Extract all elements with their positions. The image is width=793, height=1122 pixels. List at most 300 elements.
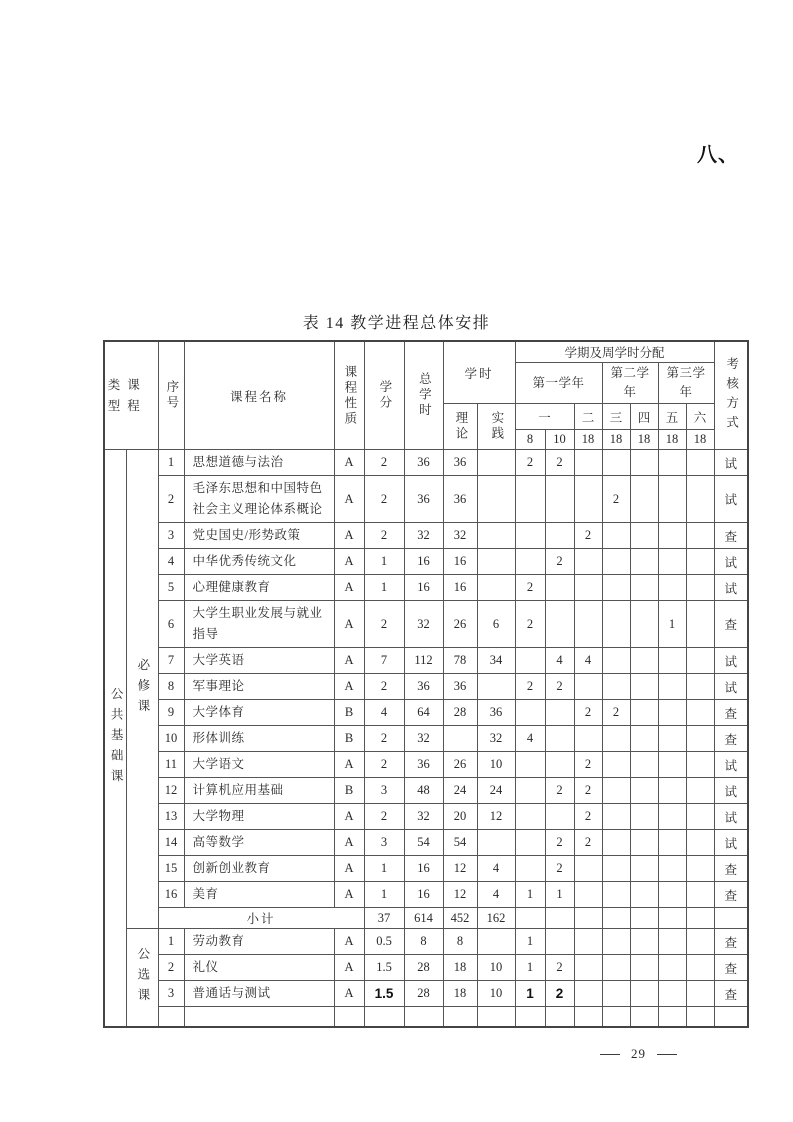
cell-nature: B (334, 778, 364, 804)
cell-theory-hours: 12 (443, 882, 477, 908)
cell-credits: 3 (364, 778, 404, 804)
cell-semester-3: 2 (574, 752, 602, 778)
header-row-1 (104, 341, 748, 363)
cell-semester-1: 1 (515, 981, 545, 1007)
cell-theory-hours: 18 (443, 955, 477, 981)
cell-theory-hours: 78 (443, 648, 477, 674)
cell-course-name: 大学物理 (184, 804, 334, 830)
cell-total-hours: 8 (404, 929, 443, 955)
course-row (104, 856, 748, 882)
cell-nature: A (334, 648, 364, 674)
cell-semester-3 (574, 929, 602, 955)
cell-practice-hours: 32 (477, 726, 515, 752)
cell-semester-6 (658, 523, 686, 549)
cell-assessment: 查 (714, 856, 748, 882)
cell-semester-6 (658, 955, 686, 981)
cell-nature: A (334, 929, 364, 955)
cell-assessment: 查 (714, 726, 748, 752)
cell-credits: 37 (364, 908, 404, 929)
cell-semester-6 (658, 674, 686, 700)
cell-semester-6 (658, 1007, 686, 1027)
cell-seq: 2 (158, 476, 184, 523)
header-year-2 (602, 363, 658, 404)
cell-theory-hours (443, 726, 477, 752)
cell-semester-6 (658, 476, 686, 523)
header-theory-label: 理论 (453, 411, 468, 442)
course-row (104, 955, 748, 981)
cell-nature: A (334, 674, 364, 700)
cell-theory-hours: 16 (443, 549, 477, 575)
header-seq-label: 序号 (164, 380, 179, 411)
cell-semester-2: 2 (545, 778, 574, 804)
cell-semester-3 (574, 601, 602, 648)
cell-semester-7 (686, 700, 714, 726)
header-weeks-5: 18 (630, 430, 658, 450)
cell-semester-5 (630, 830, 658, 856)
cell-semester-7 (686, 752, 714, 778)
cell-assessment: 查 (714, 955, 748, 981)
subtotal-label: 小计 (158, 908, 364, 929)
cell-theory-hours (443, 1007, 477, 1027)
cell-semester-3 (574, 882, 602, 908)
cell-semester-2: 1 (545, 882, 574, 908)
cell-credits: 2 (364, 601, 404, 648)
cell-semester-3 (574, 450, 602, 476)
cell-semester-2: 2 (545, 981, 574, 1007)
cell-semester-5 (630, 549, 658, 575)
cell-nature: A (334, 856, 364, 882)
cell-course-name: 创新创业教育 (184, 856, 334, 882)
cell-seq: 7 (158, 648, 184, 674)
header-theory (443, 404, 477, 450)
header-total-hours-label: 总学时 (417, 372, 432, 419)
cell-credits: 2 (364, 804, 404, 830)
cell-semester-3 (574, 1007, 602, 1027)
cell-theory-hours: 24 (443, 778, 477, 804)
cell-total-hours: 16 (404, 575, 443, 601)
course-row (104, 674, 748, 700)
cell-seq: 11 (158, 752, 184, 778)
course-row (104, 804, 748, 830)
cell-assessment: 试 (714, 674, 748, 700)
cell-semester-2 (545, 752, 574, 778)
cell-semester-5 (630, 804, 658, 830)
cell-assessment: 查 (714, 601, 748, 648)
cell-practice-hours (477, 450, 515, 476)
cell-semester-6 (658, 778, 686, 804)
header-distribution-group: 学期及周学时分配 (515, 341, 714, 363)
cell-semester-5 (630, 981, 658, 1007)
cell-total-hours: 32 (404, 601, 443, 648)
cell-semester-7 (686, 929, 714, 955)
course-row (104, 752, 748, 778)
header-sem-3: 三 (602, 404, 630, 430)
cell-seq: 14 (158, 830, 184, 856)
cell-semester-1: 1 (515, 882, 545, 908)
cell-nature: A (334, 882, 364, 908)
cell-total-hours: 36 (404, 752, 443, 778)
cell-semester-7 (686, 549, 714, 575)
cell-total-hours: 28 (404, 981, 443, 1007)
cell-practice-hours (477, 929, 515, 955)
cell-semester-1 (515, 804, 545, 830)
cell-nature: A (334, 601, 364, 648)
cell-semester-4 (602, 648, 630, 674)
cell-credits: 1 (364, 882, 404, 908)
cell-semester-4 (602, 804, 630, 830)
cell-credits: 3 (364, 830, 404, 856)
header-year-3-label: 第三学年 (666, 366, 706, 399)
cell-total-hours: 48 (404, 778, 443, 804)
cell-semester-1 (515, 778, 545, 804)
cell-theory-hours: 36 (443, 674, 477, 700)
cell-practice-hours: 4 (477, 856, 515, 882)
cell-seq: 10 (158, 726, 184, 752)
cell-semester-1 (515, 700, 545, 726)
cell-semester-6 (658, 575, 686, 601)
cell-assessment: 试 (714, 648, 748, 674)
course-row (104, 648, 748, 674)
cell-theory-hours: 16 (443, 575, 477, 601)
cell-semester-5 (630, 752, 658, 778)
cell-theory-hours: 36 (443, 450, 477, 476)
cell-practice-hours: 12 (477, 804, 515, 830)
cell-practice-hours: 4 (477, 882, 515, 908)
cell-course-name: 大学语文 (184, 752, 334, 778)
cell-assessment: 试 (714, 476, 748, 523)
header-course-type-label: 类课型程 (107, 377, 147, 413)
header-credits (364, 341, 404, 450)
header-weeks-2: 10 (545, 430, 574, 450)
cell-practice-hours (477, 575, 515, 601)
cell-practice-hours: 24 (477, 778, 515, 804)
cell-credits: 2 (364, 523, 404, 549)
cell-nature: A (334, 752, 364, 778)
cell-theory-hours: 8 (443, 929, 477, 955)
cell-seq: 2 (158, 955, 184, 981)
cell-semester-4 (602, 981, 630, 1007)
cell-seq: 3 (158, 981, 184, 1007)
cell-assessment: 试 (714, 830, 748, 856)
cell-theory-hours: 26 (443, 601, 477, 648)
header-nature-label: 课程性质 (342, 364, 357, 427)
course-row (104, 523, 748, 549)
cell-semester-7 (686, 726, 714, 752)
cell-credits: 1.5 (364, 955, 404, 981)
cell-course-name: 思想道德与法治 (184, 450, 334, 476)
cell-semester-5 (630, 601, 658, 648)
cell-semester-6 (658, 929, 686, 955)
cell-semester-6 (658, 830, 686, 856)
cell-semester-7 (686, 674, 714, 700)
cell-semester-1: 2 (515, 674, 545, 700)
cell-semester-6 (658, 450, 686, 476)
cell-practice-hours (477, 1007, 515, 1027)
cell-semester-1 (515, 908, 545, 929)
cell-semester-6 (658, 981, 686, 1007)
cell-semester-2 (545, 523, 574, 549)
cell-credits: 0.5 (364, 929, 404, 955)
cell-semester-5 (630, 523, 658, 549)
cell-semester-2 (545, 726, 574, 752)
cell-total-hours: 112 (404, 648, 443, 674)
cell-course-name: 计算机应用基础 (184, 778, 334, 804)
header-weeks-1: 8 (515, 430, 545, 450)
cell-semester-3 (574, 981, 602, 1007)
cell-semester-4 (602, 778, 630, 804)
subtotal-row (104, 908, 748, 929)
cell-semester-7 (686, 856, 714, 882)
cell-semester-2 (545, 575, 574, 601)
cell-total-hours: 16 (404, 882, 443, 908)
cell-semester-5 (630, 929, 658, 955)
cell-semester-5 (630, 726, 658, 752)
footer-dash-right (657, 1054, 677, 1055)
cell-semester-1: 1 (515, 955, 545, 981)
header-year-1-label: 第一学年 (532, 375, 585, 390)
header-hours-group: 学时 (443, 341, 515, 404)
header-weeks-3: 18 (574, 430, 602, 450)
cell-semester-5 (630, 648, 658, 674)
cell-semester-4 (602, 523, 630, 549)
cell-seq: 13 (158, 804, 184, 830)
cell-semester-5 (630, 450, 658, 476)
cell-semester-6 (658, 804, 686, 830)
cell-course-name: 美育 (184, 882, 334, 908)
course-row (104, 726, 748, 752)
section-heading: 八、 (697, 144, 739, 166)
cell-semester-5 (630, 476, 658, 523)
cell-semester-3 (574, 908, 602, 929)
cell-semester-3: 2 (574, 700, 602, 726)
cell-seq: 3 (158, 523, 184, 549)
cell-semester-7 (686, 523, 714, 549)
cell-nature: A (334, 575, 364, 601)
cell-semester-6 (658, 726, 686, 752)
cell-practice-hours: 10 (477, 752, 515, 778)
cell-theory-hours: 12 (443, 856, 477, 882)
course-row (104, 700, 748, 726)
cell-total-hours: 32 (404, 523, 443, 549)
cell-course-name: 军事理论 (184, 674, 334, 700)
cell-credits: 2 (364, 450, 404, 476)
cell-practice-hours (477, 523, 515, 549)
cell-semester-7 (686, 648, 714, 674)
cell-total-hours: 64 (404, 700, 443, 726)
cell-semester-3: 2 (574, 804, 602, 830)
cell-practice-hours: 10 (477, 955, 515, 981)
cell-practice-hours: 10 (477, 981, 515, 1007)
group-elective-cell (126, 929, 158, 1027)
cell-semester-2: 2 (545, 830, 574, 856)
header-practice (477, 404, 515, 450)
cell-practice-hours (477, 476, 515, 523)
cell-semester-2 (545, 929, 574, 955)
cell-semester-7 (686, 882, 714, 908)
cell-semester-6: 1 (658, 601, 686, 648)
course-row (104, 981, 748, 1007)
cell-total-hours: 36 (404, 476, 443, 523)
cell-semester-1: 4 (515, 726, 545, 752)
cell-semester-3 (574, 955, 602, 981)
cell-semester-6 (658, 908, 686, 929)
course-row (104, 882, 748, 908)
cell-semester-5 (630, 908, 658, 929)
cell-course-name: 高等数学 (184, 830, 334, 856)
header-sem-4: 四 (630, 404, 658, 430)
cell-semester-3 (574, 674, 602, 700)
cell-semester-2 (545, 908, 574, 929)
cell-course-name: 劳动教育 (184, 929, 334, 955)
cell-total-hours: 16 (404, 549, 443, 575)
cell-total-hours: 614 (404, 908, 443, 929)
cell-semester-5 (630, 856, 658, 882)
cell-assessment: 试 (714, 575, 748, 601)
cell-course-name: 形体训练 (184, 726, 334, 752)
header-course-type (104, 341, 158, 450)
cell-semester-4 (602, 1007, 630, 1027)
curriculum-table (103, 340, 749, 1028)
header-practice-label: 实践 (489, 411, 504, 442)
cell-semester-7 (686, 804, 714, 830)
cell-semester-4 (602, 856, 630, 882)
cell-semester-4 (602, 908, 630, 929)
cell-seq: 15 (158, 856, 184, 882)
cell-semester-3: 4 (574, 648, 602, 674)
cell-total-hours (404, 1007, 443, 1027)
course-row (104, 575, 748, 601)
cell-seq: 16 (158, 882, 184, 908)
cell-credits: 1 (364, 856, 404, 882)
cell-semester-3: 2 (574, 830, 602, 856)
cell-credits: 1 (364, 575, 404, 601)
cell-seq: 5 (158, 575, 184, 601)
cell-credits: 2 (364, 752, 404, 778)
cell-seq: 8 (158, 674, 184, 700)
cell-semester-7 (686, 450, 714, 476)
group-category-cell (104, 450, 126, 1027)
cell-semester-5 (630, 700, 658, 726)
cell-credits: 4 (364, 700, 404, 726)
cell-total-hours: 54 (404, 830, 443, 856)
cell-assessment: 查 (714, 523, 748, 549)
cell-semester-2: 2 (545, 856, 574, 882)
curriculum-table-container (103, 340, 749, 1028)
cell-semester-1 (515, 830, 545, 856)
cell-course-name: 大学体育 (184, 700, 334, 726)
cell-assessment: 试 (714, 549, 748, 575)
header-assessment-label: 考核方式 (724, 356, 739, 435)
header-sem-5: 五 (658, 404, 686, 430)
header-year-3 (658, 363, 714, 404)
cell-seq: 1 (158, 929, 184, 955)
cell-semester-3 (574, 726, 602, 752)
cell-course-name: 普通话与测试 (184, 981, 334, 1007)
cell-semester-5 (630, 882, 658, 908)
header-total-hours (404, 341, 443, 450)
cell-nature: A (334, 450, 364, 476)
cell-semester-7 (686, 908, 714, 929)
cell-nature: B (334, 700, 364, 726)
cell-semester-5 (630, 1007, 658, 1027)
cell-seq: 12 (158, 778, 184, 804)
cell-total-hours: 36 (404, 674, 443, 700)
cell-semester-4 (602, 929, 630, 955)
cell-nature: A (334, 981, 364, 1007)
cell-course-name: 党史国史/形势政策 (184, 523, 334, 549)
cell-semester-6 (658, 549, 686, 575)
cell-nature (334, 1007, 364, 1027)
cell-semester-4: 2 (602, 476, 630, 523)
cell-assessment: 试 (714, 450, 748, 476)
cell-semester-4 (602, 882, 630, 908)
group-elective-cell-label: 公选课 (135, 946, 150, 1008)
cell-theory-hours: 20 (443, 804, 477, 830)
cell-semester-2 (545, 700, 574, 726)
cell-semester-1 (515, 856, 545, 882)
cell-semester-2: 2 (545, 674, 574, 700)
header-year-1 (515, 363, 602, 404)
header-weeks-7: 18 (686, 430, 714, 450)
cell-semester-7 (686, 1007, 714, 1027)
cell-semester-7 (686, 778, 714, 804)
header-credits-label: 学分 (377, 380, 392, 411)
cell-semester-2 (545, 601, 574, 648)
table-title: 表 14 教学进程总体安排 (302, 315, 491, 332)
cell-semester-3: 2 (574, 778, 602, 804)
header-assessment (714, 341, 748, 450)
cell-semester-1 (515, 523, 545, 549)
cell-semester-6 (658, 752, 686, 778)
cell-semester-1 (515, 752, 545, 778)
course-row (104, 549, 748, 575)
cell-semester-1 (515, 549, 545, 575)
cell-seq: 1 (158, 450, 184, 476)
cell-theory-hours: 36 (443, 476, 477, 523)
cell-total-hours: 32 (404, 804, 443, 830)
cell-credits: 2 (364, 674, 404, 700)
cell-semester-2 (545, 1007, 574, 1027)
cell-semester-4: 2 (602, 700, 630, 726)
cell-credits: 7 (364, 648, 404, 674)
header-weeks-6: 18 (658, 430, 686, 450)
cell-total-hours: 16 (404, 856, 443, 882)
course-row (104, 929, 748, 955)
cell-semester-7 (686, 981, 714, 1007)
cell-assessment: 试 (714, 752, 748, 778)
cell-semester-2 (545, 476, 574, 523)
cell-semester-1: 2 (515, 450, 545, 476)
cell-semester-1: 1 (515, 929, 545, 955)
cell-semester-5 (630, 778, 658, 804)
cell-theory-hours: 28 (443, 700, 477, 726)
header-nature (334, 341, 364, 450)
cell-semester-2: 2 (545, 450, 574, 476)
cell-assessment: 试 (714, 778, 748, 804)
cell-semester-7 (686, 575, 714, 601)
cell-theory-hours: 54 (443, 830, 477, 856)
cell-semester-1 (515, 1007, 545, 1027)
cell-semester-6 (658, 882, 686, 908)
header-sem-2: 二 (574, 404, 602, 430)
cell-course-name: 大学生职业发展与就业指导 (184, 601, 334, 648)
page-number: 29 (631, 1046, 646, 1061)
cell-assessment (714, 1007, 748, 1027)
page-footer (600, 1046, 677, 1062)
cell-total-hours: 36 (404, 450, 443, 476)
cell-semester-4 (602, 601, 630, 648)
cell-semester-4 (602, 752, 630, 778)
